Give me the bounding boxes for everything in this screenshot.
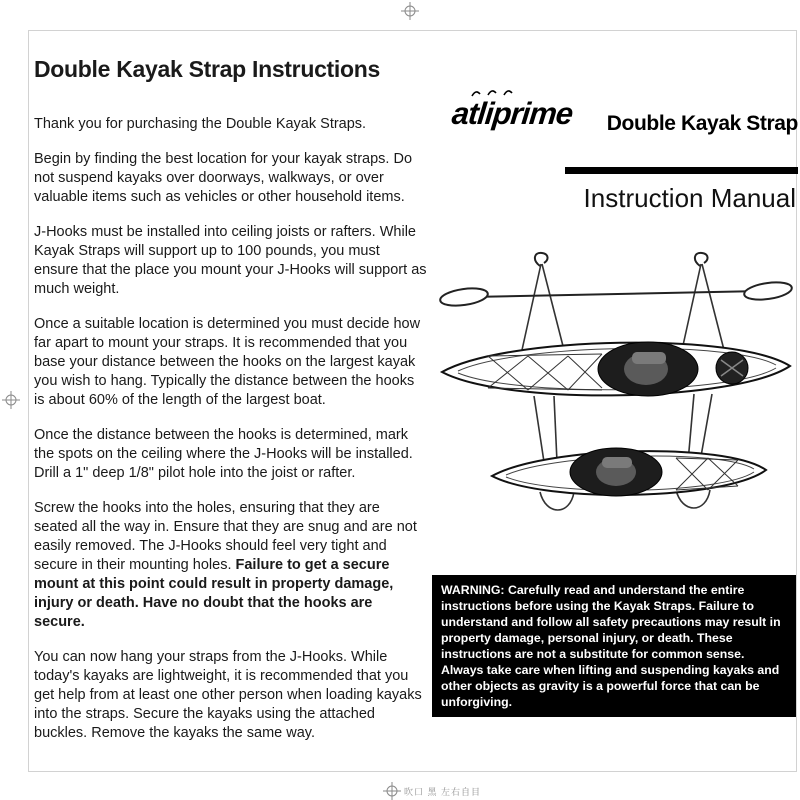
hanging-paragraph: You can now hang your straps from the J-Hooks. While today's kayaks are lightweight, it is recommended that you get help from at least one other person when loading kayaks into the straps. Secure the kayaks using the attached buckles. Remove the kayaks the same way.: [34, 649, 422, 741]
paddle: [439, 280, 793, 309]
trim-line-bottom: [28, 771, 796, 772]
trim-line-left: [28, 30, 29, 772]
manual-title: Instruction Manual: [583, 183, 796, 213]
header-rule: [565, 167, 798, 174]
screw-paragraph-text: Screw the hooks into the holes, ensuring that they are seated all the way in. Ensure that they are snug and are not easily removed. The J-Hooks should feel very tight and secure in their mounting holes.: [34, 500, 417, 573]
registration-mark-icon: [2, 391, 20, 409]
logo-flourish-icon: [470, 88, 516, 98]
location-paragraph: Begin by finding the best location for your kayak straps. Do not suspend kayaks over doorways, walkways, or over valuable items such as vehicles or other household items.: [34, 151, 413, 205]
trim-line-right: [796, 30, 797, 772]
page-title: Double Kayak Strap Instructions: [34, 56, 380, 82]
screw-paragraph: [34, 499, 427, 632]
bottom-kayak: [492, 448, 766, 496]
drilling-paragraph: Once the distance between the hooks is determined, mark the spots on the ceiling where the J-Hooks will be installed. Drill a 1" deep 1/8" pilot hole into the joist or rafter.: [34, 427, 413, 481]
safety-warning-box: WARNING: Carefully read and understand the entire instructions before using the Kayak Straps. Failure to understand and follow all safety precautions may result in property damage, personal injury, or death. These instructions are not a substitute for common sense. Always take care when lifting and suspending kayaks and other objects as gravity is a powerful force that can be unforgiving.: [432, 575, 796, 717]
jhooks-paragraph: J-Hooks must be installed into ceiling joists or rafters. While Kayak Straps will support up to 100 pounds, you must ensure that the place you mount your J-Hooks will support as much weight.: [34, 224, 427, 297]
trim-line-top: [28, 30, 796, 31]
registration-mark-icon: [401, 2, 419, 20]
intro-paragraph: Thank you for purchasing the Double Kayak Straps.: [34, 116, 367, 132]
printer-annotation: 吹口 黑 左右自目: [404, 787, 482, 797]
instructions-column: [34, 56, 427, 759]
kayak-hanging-illustration: [436, 250, 796, 565]
secure-mount-warning: Failure to get a secure mount at this point could result in property damage, injury or death. Have no doubt that the hooks are secure.: [34, 557, 394, 630]
top-kayak: [442, 342, 790, 396]
registration-mark-icon: [383, 782, 401, 800]
spacing-paragraph: Once a suitable location is determined you must decide how far apart to mount your straps. It is recommended that you base your distance between the hooks on the largest kayak you wish to hang. Typically the distance between the hooks is about 60% of the length of the largest boat.: [34, 316, 421, 408]
j-hook-icon: [535, 253, 708, 266]
product-title: Double Kayak Strap: [606, 112, 798, 135]
brand-logo: atliprime: [450, 96, 575, 131]
